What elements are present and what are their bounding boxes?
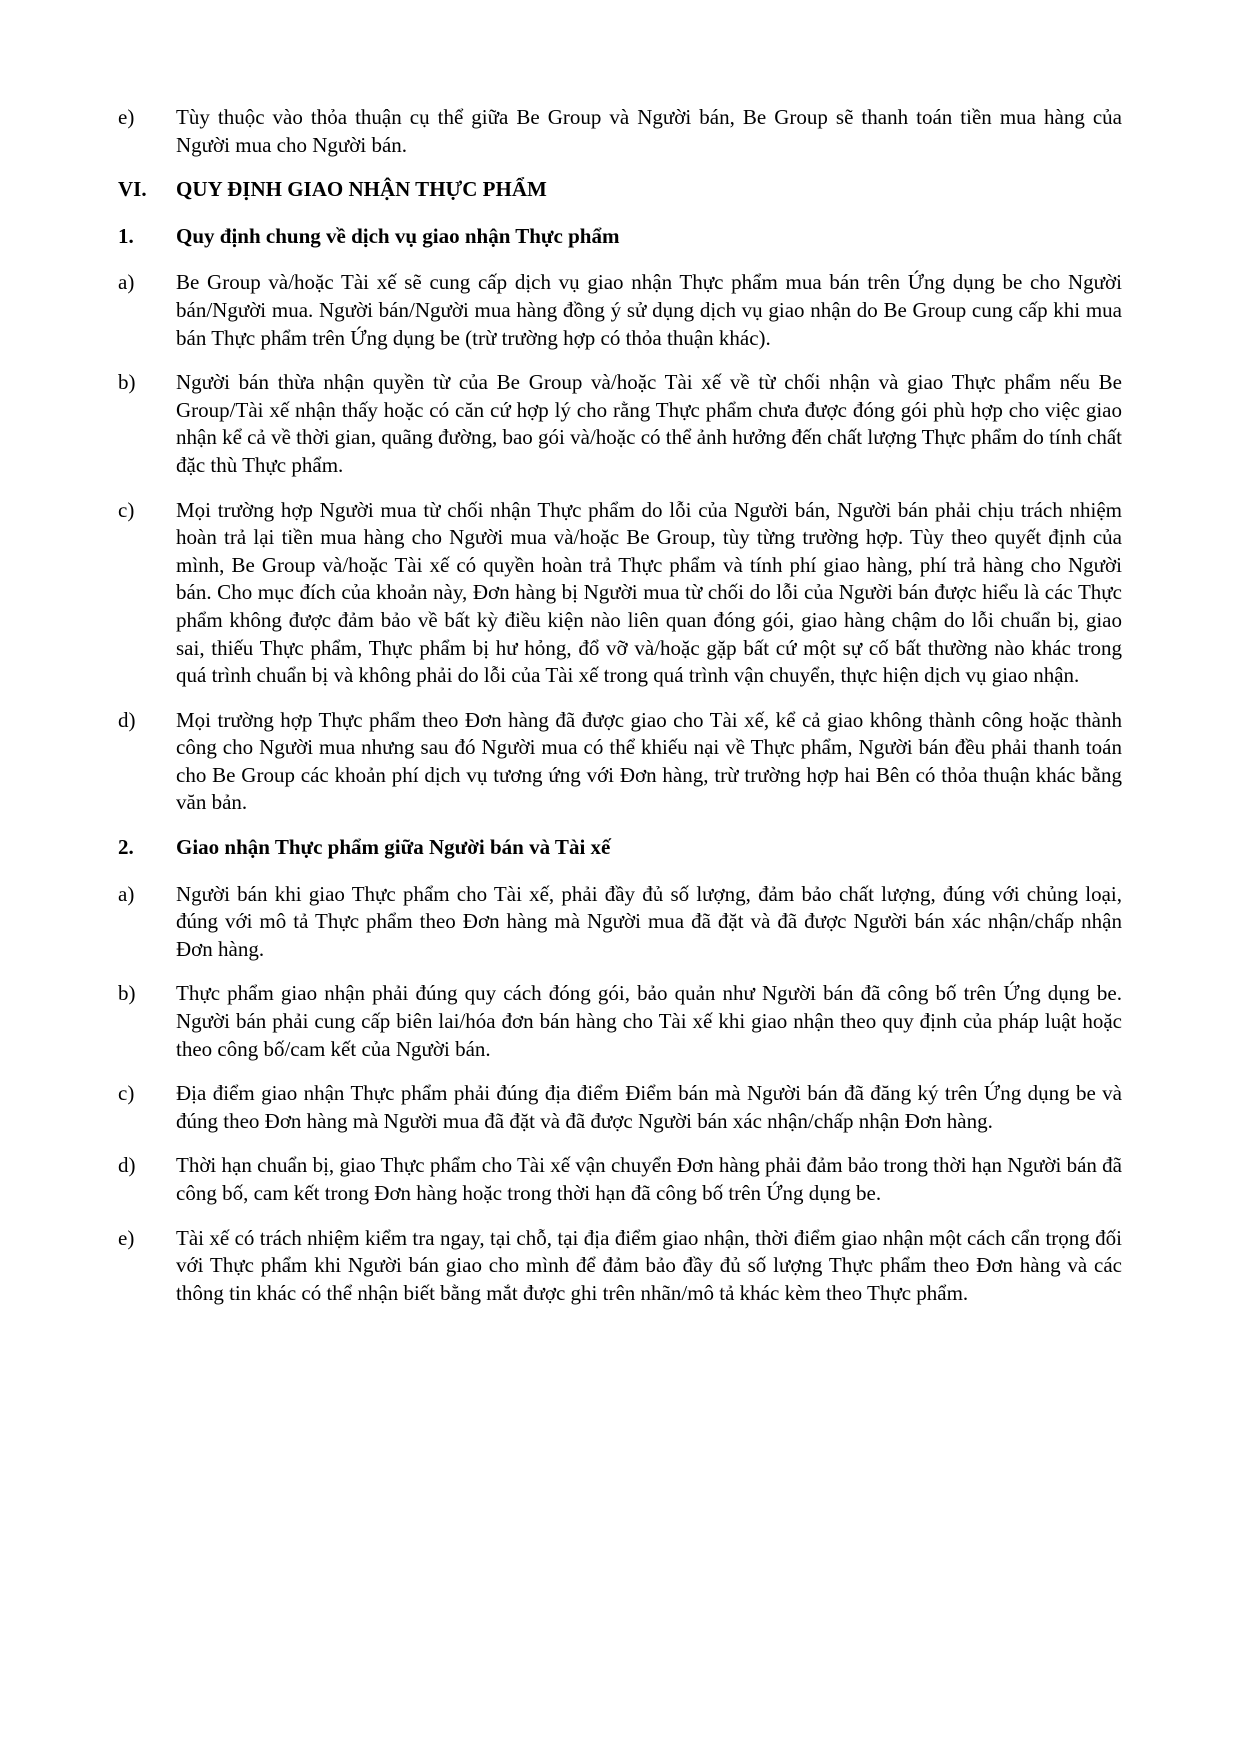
clause-1d xyxy=(118,707,1122,817)
clause-text: Mọi trường hợp Thực phẩm theo Đơn hàng đã được giao cho Tài xế, kể cả giao không thành công hoặc thành công cho Người mua nhưng sau đó Người mua có thể khiếu nại về Thực phẩm, Người bán đều phải thanh toán cho Be Group các khoản phí dịch vụ tương ứng với Đơn hàng, trừ trường hợp hai Bên có thỏa thuận khác bằng văn bản. xyxy=(176,707,1122,815)
clause-1b xyxy=(118,369,1122,479)
clause-label: e) xyxy=(118,1225,135,1250)
subsection-number: 2. xyxy=(118,835,134,860)
clause-text: Người bán khi giao Thực phẩm cho Tài xế, phải đầy đủ số lượng, đảm bảo chất lượng, đúng với chủng loại, đúng với mô tả Thực phẩm theo Đơn hàng mà Người mua đã đặt và đã được Người bán xác nhận/chấp nhận Đơn hàng. xyxy=(176,881,1122,961)
clause-text: Người bán thừa nhận quyền từ của Be Group và/hoặc Tài xế về từ chối nhận và giao Thực phẩm nếu Be Group/Tài xế nhận thấy hoặc có căn cứ hợp lý cho rằng Thực phẩm chưa được đóng gói phù hợp cho việc giao nhận kể cả về thời gian, quãng đường, bao gói và/hoặc có thể ảnh hưởng đến chất lượng Thực phẩm do tính chất đặc thù Thực phẩm. xyxy=(176,370,1122,477)
subsection-title: Quy định chung về dịch vụ giao nhận Thực phẩm xyxy=(176,223,620,248)
subsection-number: 1. xyxy=(118,223,134,248)
section-number: VI. xyxy=(118,177,147,202)
clause-label: b) xyxy=(118,370,136,395)
section-heading-vi xyxy=(118,176,1122,204)
subsection-heading-2 xyxy=(118,834,1122,862)
clause-1c xyxy=(118,497,1122,690)
clause-label: c) xyxy=(118,497,135,522)
clause-2d xyxy=(118,1152,1122,1207)
clause-label: d) xyxy=(118,707,136,732)
document-page xyxy=(118,104,1122,1324)
subsection-heading-1 xyxy=(118,223,1122,251)
clause-1a xyxy=(118,269,1122,352)
subsection-title: Giao nhận Thực phẩm giữa Người bán và Tài xế xyxy=(176,835,611,860)
clause-2b xyxy=(118,980,1122,1063)
clause-label: d) xyxy=(118,1153,136,1178)
clause-2e xyxy=(118,1225,1122,1308)
clause-text: Địa điểm giao nhận Thực phẩm phải đúng địa điểm Điểm bán mà Người bán đã đăng ký trên Ứng dụng be và đúng theo Đơn hàng mà Người mua đã đặt và đã được Người bán xác nhận/chấp nhận Đơn hàng. xyxy=(176,1081,1122,1133)
clause-label: e) xyxy=(118,105,135,129)
clause-text: Mọi trường hợp Người mua từ chối nhận Thực phẩm do lỗi của Người bán, Người bán phải chịu trách nhiệm hoàn trả lại tiền mua hàng cho Người mua và/hoặc Be Group, tùy từng trường hợp. Tùy theo quyết định của mình, Be Group và/hoặc Tài xế có quyền hoàn trả Thực phẩm và tính phí giao hàng, phí trả hàng cho Người bán. Cho mục đích của khoản này, Đơn hàng bị Người mua từ chối do lỗi của Người bán được hiểu là các Thực phẩm không được đảm bảo về bất kỳ điều kiện nào liên quan đóng gói, giao hàng chậm do lỗi chuẩn bị, giao sai, thiếu Thực phẩm, Thực phẩm bị hư hỏng, đổ vỡ và/hoặc gặp bất cứ một sự cố bất thường nào khác trong quá trình chuẩn bị và không phải do lỗi của Tài xế trong quá trình vận chuyển, thực hiện dịch vụ giao nhận. xyxy=(176,497,1122,688)
clause-label: a) xyxy=(118,270,135,295)
clause-label: c) xyxy=(118,1081,135,1106)
clause-text: Be Group và/hoặc Tài xế sẽ cung cấp dịch vụ giao nhận Thực phẩm mua bán trên Ứng dụng be cho Người bán/Người mua. Người bán/Người mua hàng đồng ý sử dụng dịch vụ giao nhận do Be Group cung cấp khi mua bán Thực phẩm trên Ứng dụng be (trừ trường hợp có thỏa thuận khác). xyxy=(176,270,1122,350)
clause-text: Thời hạn chuẩn bị, giao Thực phẩm cho Tài xế vận chuyển Đơn hàng phải đảm bảo trong thời hạn Người bán đã công bố, cam kết trong Đơn hàng hoặc trong thời hạn đã công bố trên Ứng dụng be. xyxy=(176,1153,1122,1205)
section-title: QUY ĐỊNH GIAO NHẬN THỰC PHẨM xyxy=(176,177,547,202)
clause-text: Tài xế có trách nhiệm kiểm tra ngay, tại chỗ, tại địa điểm giao nhận, thời điểm giao nhận một cách cẩn trọng đối với Thực phẩm khi Người bán giao cho mình để đảm bảo đầy đủ số lượng Thực phẩm theo Đơn hàng và các thông tin khác có thể nhận biết bằng mắt được ghi trên nhãn/mô tả khác kèm theo Thực phẩm. xyxy=(176,1225,1122,1305)
clause-2a xyxy=(118,881,1122,964)
clause-label: b) xyxy=(118,981,136,1006)
clause-text: Tùy thuộc vào thỏa thuận cụ thể giữa Be Group và Người bán, Be Group sẽ thanh toán tiền mua hàng của Người mua cho Người bán. xyxy=(176,105,1122,157)
clause-text: Thực phẩm giao nhận phải đúng quy cách đóng gói, bảo quản như Người bán đã công bố trên Ứng dụng be. Người bán phải cung cấp biên lai/hóa đơn bán hàng cho Tài xế khi giao nhận theo quy định của pháp luật hoặc theo công bố/cam kết của Người bán. xyxy=(176,981,1122,1061)
clause-e-payment xyxy=(118,104,1122,159)
clause-2c xyxy=(118,1080,1122,1135)
clause-label: a) xyxy=(118,881,135,906)
